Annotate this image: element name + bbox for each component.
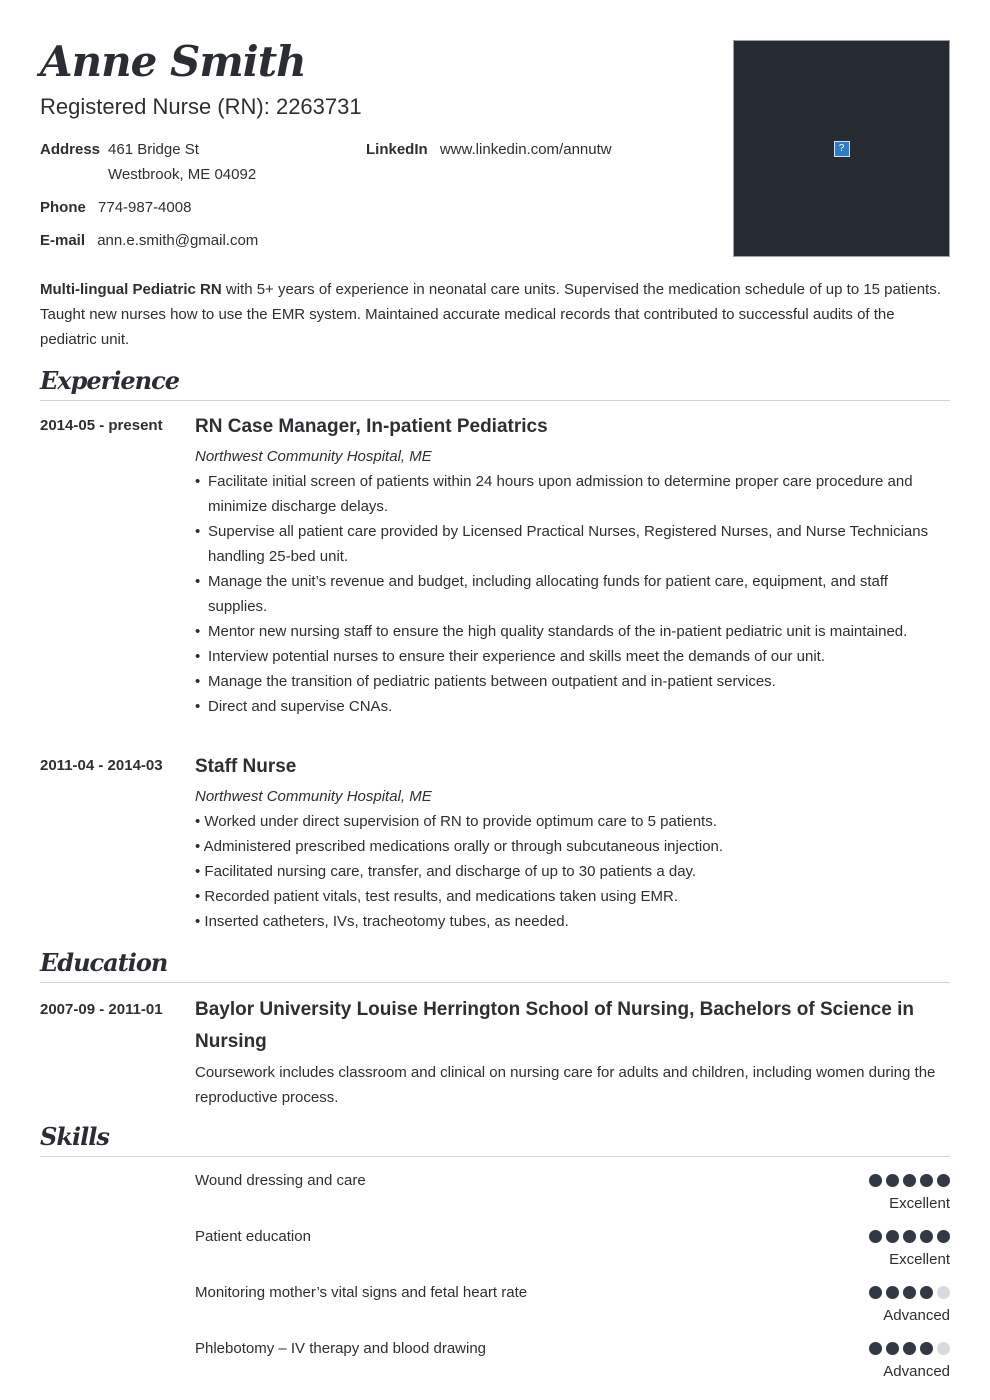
rating-dot-filled	[903, 1286, 916, 1299]
rating-dot-filled	[903, 1342, 916, 1355]
list-item: • Worked under direct supervision of RN to provide optimum care to 5 patients.	[195, 813, 717, 830]
skill-rating	[869, 1174, 950, 1187]
education-heading-text: Education	[40, 948, 168, 977]
address-block	[40, 137, 256, 187]
skill-rating	[869, 1230, 950, 1243]
rating-dot-filled	[937, 1230, 950, 1243]
entry-org: Northwest Community Hospital, ME	[195, 448, 432, 465]
skill-row	[195, 1283, 950, 1333]
entry-role: RN Case Manager, In-patient Pediatrics	[195, 416, 548, 437]
rating-dot-filled	[920, 1230, 933, 1243]
phone-value: 774-987-4008	[98, 199, 192, 216]
entry-org: Northwest Community Hospital, ME	[195, 788, 432, 805]
skill-row	[195, 1171, 950, 1221]
list-item: • Interview potential nurses to ensure their experience and skills meet the demands of our unit.	[195, 644, 950, 669]
rating-dot-empty	[937, 1286, 950, 1299]
profile-summary	[40, 277, 950, 352]
address-line-1: 461 Bridge St	[108, 141, 199, 158]
list-item: • Mentor new nursing staff to ensure the high quality standards of the in-patient pediatric unit is maintained.	[195, 619, 950, 644]
list-item: • Facilitated nursing care, transfer, and discharge of up to 30 patients a day.	[195, 863, 697, 880]
list-item: • Facilitate initial screen of patients within 24 hours upon admission to determine proper care procedure and minimize discharge delays.	[195, 469, 950, 519]
list-item: • Recorded patient vitals, test results, and medications taken using EMR.	[195, 888, 678, 905]
linkedin-block	[366, 137, 612, 162]
rating-dot-filled	[869, 1342, 882, 1355]
list-item: • Manage the unit’s revenue and budget, including allocating funds for patient care, equipment, and staff supplies.	[195, 569, 950, 619]
experience-heading	[40, 366, 950, 401]
skills-heading-text: Skills	[40, 1122, 109, 1151]
education-heading	[40, 948, 950, 983]
rating-dot-filled	[886, 1230, 899, 1243]
job-title: Registered Nurse (RN): 2263731	[40, 94, 362, 119]
rating-dot-filled	[886, 1286, 899, 1299]
summary-lead: Multi-lingual Pediatric RN	[40, 281, 222, 298]
skill-level: Advanced	[883, 1307, 950, 1324]
rating-dot-filled	[903, 1174, 916, 1187]
email-label: E-mail	[40, 232, 86, 249]
rating-dot-filled	[886, 1174, 899, 1187]
rating-dot-filled	[869, 1286, 882, 1299]
skill-level: Advanced	[883, 1363, 950, 1380]
phone-label: Phone	[40, 199, 86, 216]
skill-row	[195, 1339, 950, 1389]
degree-description: Coursework includes classroom and clinical on nursing care for adults and children, including women during the reproductive process.	[195, 1064, 936, 1106]
skill-rating	[869, 1342, 950, 1355]
email-link[interactable]: ann.e.smith@gmail.com	[97, 232, 259, 249]
duty-list	[195, 469, 950, 719]
skills-heading	[40, 1122, 950, 1157]
skill-name: Monitoring mother’s vital signs and fetal heart rate	[195, 1284, 528, 1301]
rating-dot-filled	[903, 1230, 916, 1243]
entry-date: 2014-05 - present	[40, 417, 163, 434]
address-line-2: Westbrook, ME 04092	[108, 166, 257, 183]
rating-dot-empty	[937, 1342, 950, 1355]
address-label: Address	[40, 141, 101, 158]
rating-dot-filled	[869, 1174, 882, 1187]
skill-level: Excellent	[889, 1195, 950, 1212]
degree-title: Baylor University Louise Herrington School of Nursing, Bachelors of Science in Nursing	[195, 999, 914, 1052]
summary-text: with 5+ years of experience in neonatal care units. Supervised the medication schedule of up to 15 patients. Taught new nurses how to use the EMR system. Maintained accurate medical records that contributed to successful audits of the pediatric unit.	[40, 281, 941, 348]
linkedin-label: LinkedIn	[366, 141, 428, 158]
skill-row	[195, 1227, 950, 1277]
skill-name: Patient education	[195, 1228, 311, 1245]
skill-rating	[869, 1286, 950, 1299]
candidate-name: Anne Smith	[40, 37, 306, 86]
phone-block	[40, 195, 191, 220]
list-item: • Direct and supervise CNAs.	[195, 694, 950, 719]
skill-level: Excellent	[889, 1251, 950, 1268]
broken-image-icon: ?	[834, 141, 850, 157]
rating-dot-filled	[869, 1230, 882, 1243]
entry-date: 2011-04 - 2014-03	[40, 757, 163, 774]
rating-dot-filled	[937, 1174, 950, 1187]
rating-dot-filled	[920, 1286, 933, 1299]
rating-dot-filled	[920, 1342, 933, 1355]
entry-date: 2007-09 - 2011-01	[40, 1001, 163, 1018]
list-item: • Manage the transition of pediatric patients between outpatient and in-patient services.	[195, 669, 950, 694]
entry-role: Staff Nurse	[195, 756, 297, 777]
list-item: • Administered prescribed medications orally or through subcutaneous injection.	[195, 838, 724, 855]
resume-page	[40, 0, 950, 1400]
list-item: • Supervise all patient care provided by Licensed Practical Nurses, Registered Nurses, and Nurse Technicians handling 25-bed unit.	[195, 519, 950, 569]
rating-dot-filled	[886, 1342, 899, 1355]
skill-name: Phlebotomy – IV therapy and blood drawing	[195, 1340, 487, 1357]
experience-heading-text: Experience	[40, 366, 180, 395]
skill-name: Wound dressing and care	[195, 1172, 366, 1189]
duty-list	[195, 809, 950, 934]
profile-photo	[733, 40, 950, 257]
rating-dot-filled	[920, 1174, 933, 1187]
email-block	[40, 228, 258, 253]
linkedin-link[interactable]: www.linkedin.com/annutw	[439, 141, 612, 158]
list-item: • Inserted catheters, IVs, tracheotomy tubes, as needed.	[195, 913, 569, 930]
